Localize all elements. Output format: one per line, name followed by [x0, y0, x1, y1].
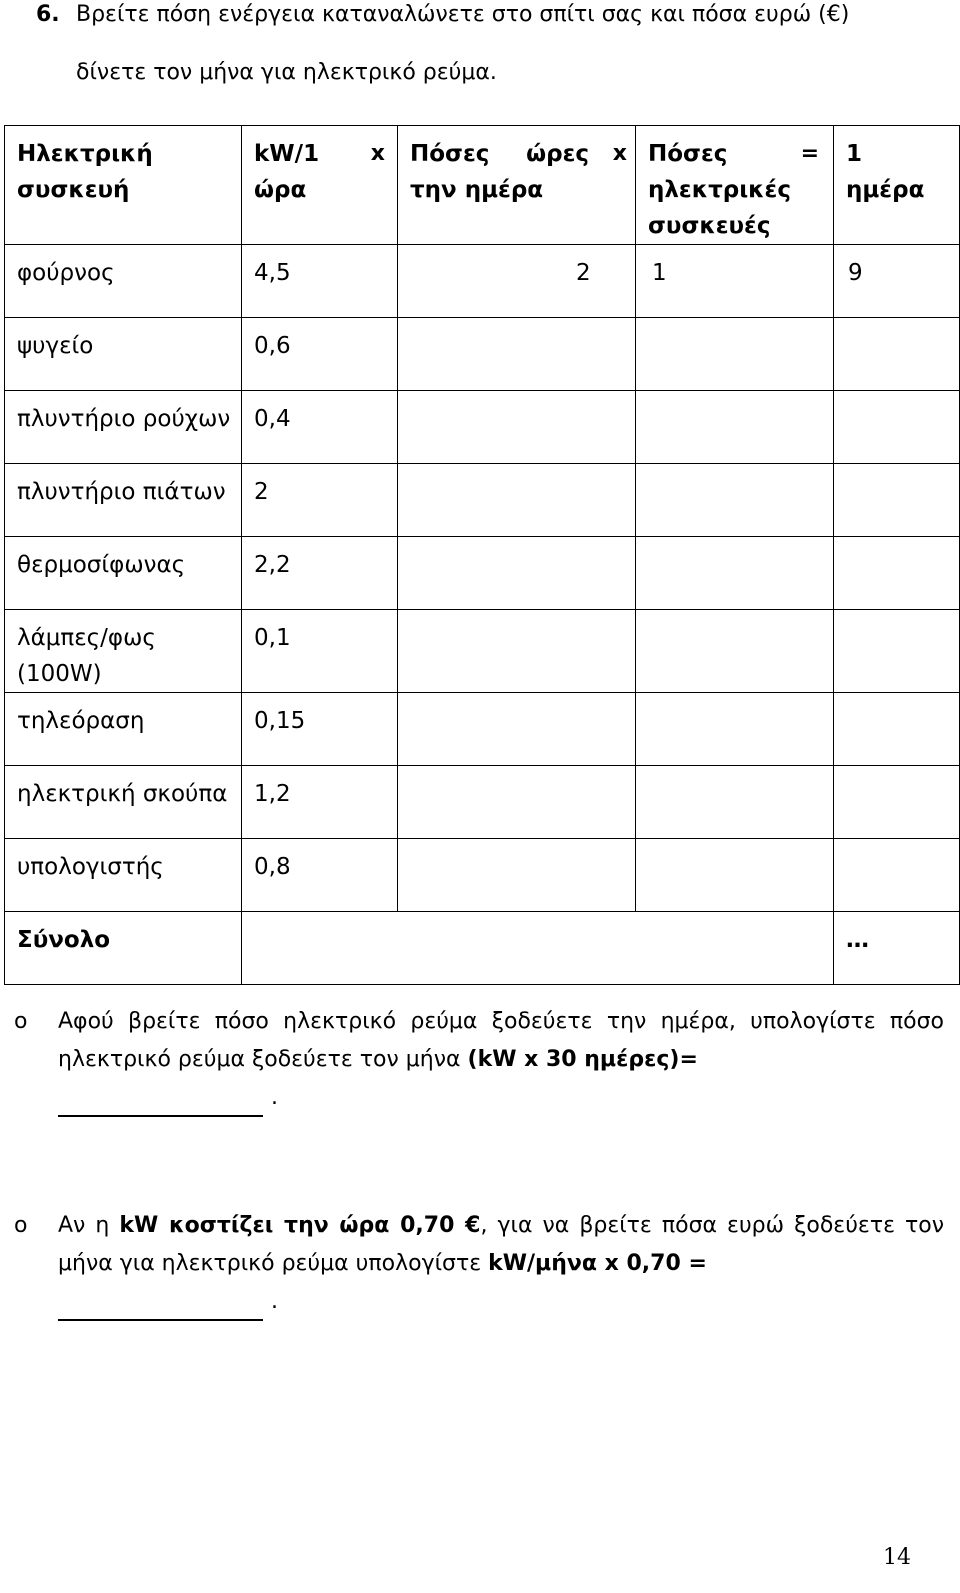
cell-day	[834, 766, 960, 839]
cell-hours	[398, 839, 636, 912]
total-span-cell	[242, 912, 834, 985]
cell-kw: 4,5	[242, 245, 398, 318]
cell-kw: 0,1	[242, 610, 398, 693]
header-count: Πόσες ηλεκτρικές συσκευές =	[636, 126, 834, 245]
cell-kw: 0,8	[242, 839, 398, 912]
table-row	[5, 245, 960, 318]
bullet-monthly-cost	[14, 1207, 944, 1321]
cell-day	[834, 318, 960, 391]
operator-equals: =	[800, 141, 819, 166]
bullet-text: Αν η kW κοστίζει την ώρα 0,70 €, για να βρείτε πόσα ευρώ ξοδεύετε τον μήνα για ηλεκτρικό ρεύμα υπολογίστε kW/μήνα x 0,70 =	[58, 1213, 944, 1276]
answer-blank-2[interactable]	[58, 1291, 263, 1321]
table-row	[5, 839, 960, 912]
cell-day: 9	[834, 245, 960, 318]
cell-hours	[398, 693, 636, 766]
header-device: Ηλεκτρική συσκευή	[5, 126, 242, 245]
cell-kw: 0,15	[242, 693, 398, 766]
cell-device: τηλεόραση	[5, 693, 242, 766]
cell-kw: 2	[242, 464, 398, 537]
cell-count	[636, 318, 834, 391]
table-row	[5, 693, 960, 766]
cell-device: φούρνος	[5, 245, 242, 318]
cell-hours	[398, 766, 636, 839]
cell-kw: 1,2	[242, 766, 398, 839]
cell-count	[636, 391, 834, 464]
question-number: 6.	[36, 2, 60, 27]
operator-times-2: x	[612, 141, 627, 166]
cell-kw: 0,4	[242, 391, 398, 464]
cell-hours	[398, 464, 636, 537]
cell-hours	[398, 318, 636, 391]
question-line-2: δίνετε τον μήνα για ηλεκτρικό ρεύμα.	[76, 60, 497, 85]
cell-device: υπολογιστής	[5, 839, 242, 912]
cell-day	[834, 537, 960, 610]
cell-hours: 2	[398, 245, 636, 318]
page-number: 14	[883, 1545, 911, 1570]
cell-count	[636, 766, 834, 839]
header-day: 1 ημέρα	[834, 126, 960, 245]
header-kw: kW/1 ώρα x	[242, 126, 398, 245]
bullet-text: Αφού βρείτε πόσο ηλεκτρικό ρεύμα ξοδεύετε την ημέρα, υπολογίστε πόσο ηλεκτρικό ρεύμα ξοδεύετε τον μήνα (kW x 30 ημέρες)=	[58, 1009, 944, 1072]
cell-device: πλυντήριο ρούχων	[5, 391, 242, 464]
cell-day	[834, 693, 960, 766]
total-value: …	[834, 912, 960, 985]
cell-device: πλυντήριο πιάτων	[5, 464, 242, 537]
cell-count	[636, 537, 834, 610]
answer-blank-1[interactable]	[58, 1087, 263, 1117]
cell-count	[636, 610, 834, 693]
cell-hours	[398, 610, 636, 693]
table-header-row	[5, 126, 960, 245]
bullet-monthly-energy	[14, 1003, 944, 1117]
table-row	[5, 391, 960, 464]
cell-kw: 2,2	[242, 537, 398, 610]
bullet-marker: o	[14, 1213, 28, 1238]
header-hours: Πόσες ώρες την ημέρα x	[398, 126, 636, 245]
cell-device: θερμοσίφωνας	[5, 537, 242, 610]
cell-device: ηλεκτρική σκούπα	[5, 766, 242, 839]
cell-device: ψυγείο	[5, 318, 242, 391]
table-row	[5, 537, 960, 610]
cell-day	[834, 391, 960, 464]
cell-hours	[398, 537, 636, 610]
cell-day	[834, 464, 960, 537]
cell-count	[636, 464, 834, 537]
operator-times-1: x	[370, 141, 385, 166]
cell-day	[834, 610, 960, 693]
table-row	[5, 318, 960, 391]
cell-count	[636, 839, 834, 912]
answer-line-2: .	[58, 1283, 944, 1321]
energy-table	[4, 125, 960, 985]
answer-line-1: .	[58, 1079, 944, 1117]
cell-count	[636, 693, 834, 766]
cell-count: 1	[636, 245, 834, 318]
cell-kw: 0,6	[242, 318, 398, 391]
table-row	[5, 766, 960, 839]
table-total-row	[5, 912, 960, 985]
cell-day	[834, 839, 960, 912]
table-row	[5, 610, 960, 693]
cell-hours	[398, 391, 636, 464]
cell-device: λάμπες/φως (100W)	[5, 610, 242, 693]
table-row	[5, 464, 960, 537]
total-label: Σύνολο	[5, 912, 242, 985]
question-text-1: Βρείτε πόση ενέργεια καταναλώνετε στο σπίτι σας και πόσα ευρώ (€)	[76, 2, 850, 27]
bullet-marker: o	[14, 1009, 28, 1034]
